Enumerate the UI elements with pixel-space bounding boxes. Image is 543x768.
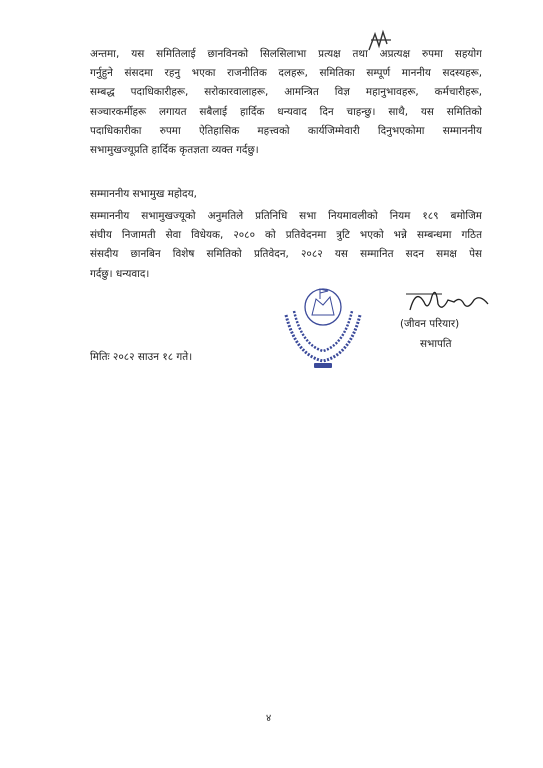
presentation-line: गर्दछु। धन्यवाद।	[90, 267, 150, 280]
presentation-line: संसदीय छानबिन विशेष समितिको प्रतिवेदन, २०८२ यस सम्मानित सदन समक्ष पेस	[90, 248, 482, 261]
presentation-paragraph	[90, 207, 482, 284]
page-number: ४	[266, 713, 272, 724]
closing-paragraph	[90, 45, 482, 160]
signatory-name: (जीवन परियार)	[400, 318, 460, 330]
closing-line: पदाधिकारीका रुपमा ऐतिहासिक महत्त्वको कार्यजिम्मेवारी दिनुभएकोमा सम्माननीय	[90, 124, 482, 137]
presentation-line: सम्माननीय सभामुखज्यूको अनुमतिले प्रतिनिधि सभा नियमावलीको नियम १८९ बमोजिम	[90, 210, 482, 222]
closing-line: सम्बद्ध पदाधिकारीहरू, सरोकारवालाहरू, आमन्त्रित विज्ञ महानुभावहरू, कर्मचारीहरू,	[90, 86, 482, 99]
signatory-role: सभापति	[420, 338, 452, 350]
document-date: मितिः २०८२ साउन १८ गते।	[90, 351, 193, 363]
closing-line: गर्नुहुने संसदमा रहनु भएका राजनीतिक दलहरू, समितिका सम्पूर्ण माननीय सदस्यहरू,	[90, 67, 482, 80]
closing-line: अन्तमा, यस समितिलाई छानविनको सिलसिलाभा प्रत्यक्ष तथा अप्रत्यक्ष रुपमा सहयोग	[90, 48, 482, 60]
closing-line: सञ्चारकर्मीहरू लगायत सबैलाई हार्दिक धन्यवाद दिन चाहन्छु। साथै, यस समितिको	[90, 105, 482, 118]
salutation: सम्माननीय सभामुख महोदय,	[90, 188, 197, 200]
closing-line: सभामुखज्यूप्रति हार्दिक कृतज्ञता व्यक्त गर्दछु।	[90, 144, 259, 157]
signature	[402, 282, 492, 322]
committee-seal	[268, 275, 378, 375]
presentation-line: संघीय निजामती सेवा विधेयक, २०८० को प्रतिवेदनमा त्रुटि भएको भन्ने सम्बन्धमा गठित	[90, 229, 482, 242]
